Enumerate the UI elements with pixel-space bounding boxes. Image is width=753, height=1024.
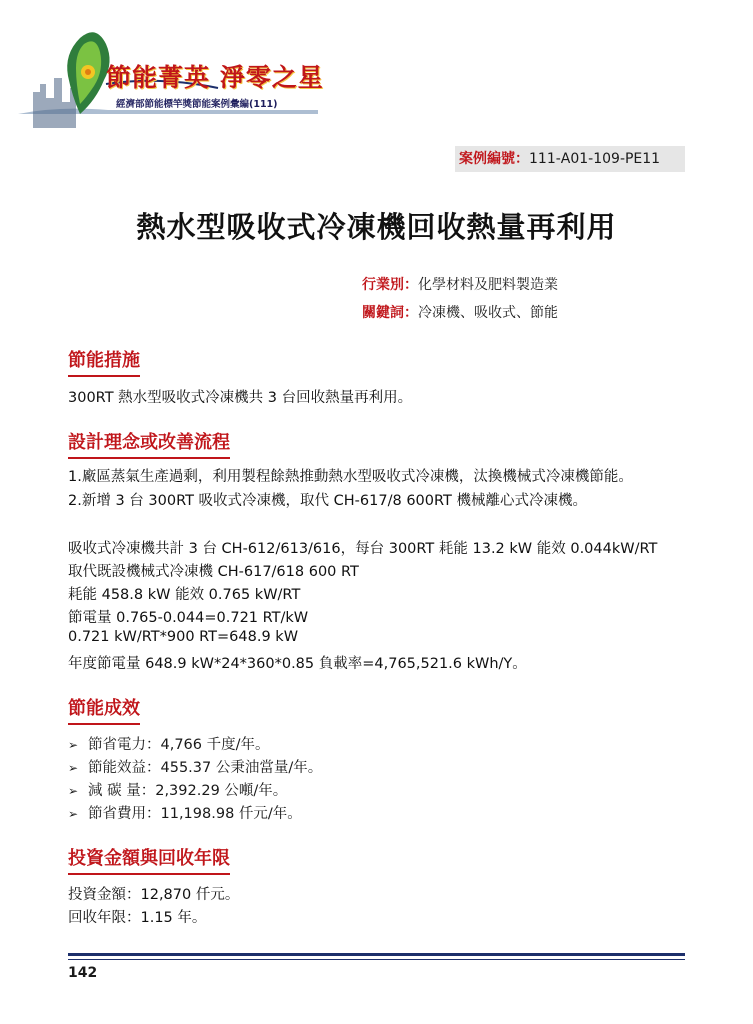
result-item (68, 756, 322, 777)
calc-line: 取代既設機械式冷凍機 CH-617/618 600 RT (68, 564, 359, 580)
design-line: 1.廠區蒸氣生產過剩，利用製程餘熱推動熱水型吸收式冷凍機，汰換機械式冷凍機節能。 (68, 469, 633, 485)
measures-text: 300RT 熱水型吸收式冷凍機共 3 台回收熱量再利用。 (68, 390, 413, 406)
section-heading-results: 節能成效 (68, 694, 140, 725)
footer-rule-thick (68, 953, 685, 956)
result-text: 節省電力：4,766 千度/年。 (88, 737, 270, 753)
section-heading-design: 設計理念或改善流程 (68, 428, 230, 459)
industry-value: 化學材料及肥料製造業 (418, 277, 558, 293)
investment-line: 回收年限：1.15 年。 (68, 910, 207, 926)
section-heading-measures: 節能措施 (68, 346, 140, 377)
page-title: 熱水型吸收式冷凍機回收熱量再利用 (136, 210, 617, 244)
result-item (68, 733, 270, 754)
page-number: 142 (68, 965, 98, 981)
section-heading-investment: 投資金額與回收年限 (68, 844, 230, 875)
industry-row (362, 274, 558, 294)
investment-line: 投資金額：12,870 仟元。 (68, 887, 240, 903)
keywords-row (362, 302, 558, 322)
industry-label: 行業別： (362, 277, 418, 293)
case-number-box (455, 146, 685, 172)
calc-line: 節電量 0.765-0.044=0.721 RT/kW (68, 610, 309, 626)
case-number-value: 111-A01-109-PE11 (529, 151, 661, 167)
result-text: 減 碳 量：2,392.29 公噸/年。 (88, 783, 288, 799)
calc-line: 0.721 kW/RT*900 RT=648.9 kW (68, 629, 299, 645)
case-number-label: 案例編號： (459, 151, 529, 167)
result-item (68, 779, 287, 800)
bullet-arrow-icon: ➢ (68, 784, 79, 798)
footer-rule-thin (68, 959, 685, 960)
keywords-label: 關鍵詞： (362, 305, 418, 321)
design-line: 2.新增 3 台 300RT 吸收式冷凍機，取代 CH-617/8 600RT 機械離心式冷凍機。 (68, 493, 587, 509)
calc-line: 耗能 458.8 kW 能效 0.765 kW/RT (68, 587, 301, 603)
logo-title: 節能菁英 淨零之星 (106, 63, 324, 92)
result-item (68, 802, 302, 823)
bullet-arrow-icon: ➢ (68, 738, 79, 752)
bullet-arrow-icon: ➢ (68, 761, 79, 775)
bullet-arrow-icon: ➢ (68, 807, 79, 821)
calc-line: 吸收式冷凍機共計 3 台 CH-612/613/616，每台 300RT 耗能 13.2 kW 能效 0.044kW/RT (68, 541, 658, 557)
result-text: 節能效益：455.37 公秉油當量/年。 (88, 760, 323, 776)
calc-line: 年度節電量 648.9 kW*24*360*0.85 負載率=4,765,521.6 kWh/Y。 (68, 656, 527, 672)
keywords-value: 冷凍機、吸收式、節能 (418, 305, 558, 321)
logo-subtitle: 經濟部節能標竿獎節能案例彙編(111) (116, 99, 278, 110)
header-logo (18, 18, 324, 130)
result-text: 節省費用：11,198.98 仟元/年。 (88, 806, 302, 822)
